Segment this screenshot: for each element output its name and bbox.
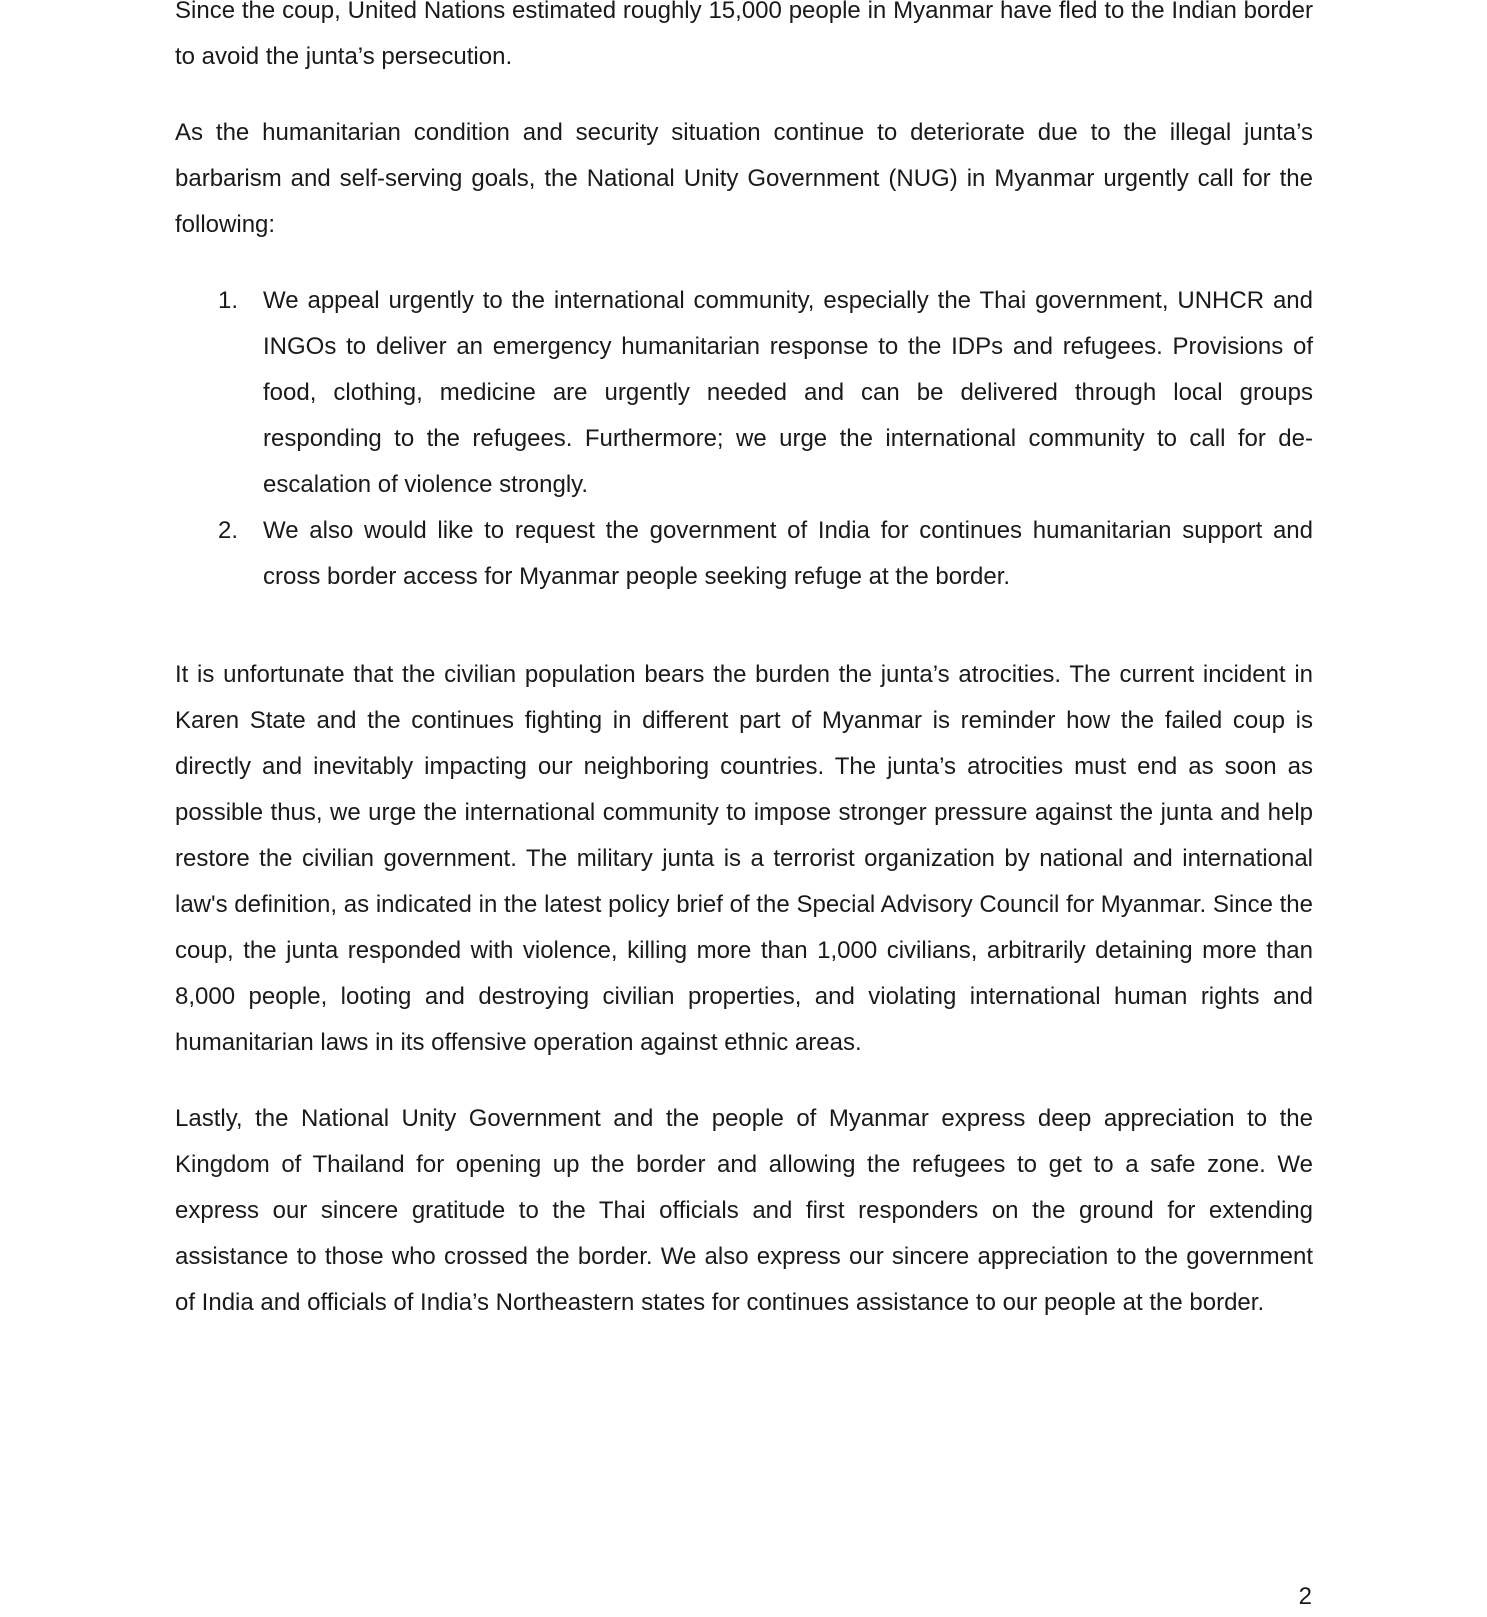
list-item-number: 1. xyxy=(218,287,239,314)
paragraph-appreciation: Lastly, the National Unity Government and the people of Myanmar express deep appreciation to the Kingdom of Thailand for opening up the border and allowing the refugees to get to a safe zone. We express our sincere gratitude to the Thai officials and first responders on the ground for extending assistance to those who crossed the border. We also express our sincere appreciation to the government of India and officials of India’s Northeastern states for continues assistance to our people at the border. xyxy=(175,1105,1313,1316)
list-item-number: 2. xyxy=(218,517,239,544)
list-item-text: We appeal urgently to the international community, especially the Thai government, UNHCR and INGOs to deliver an emergency humanitarian response to the IDPs and refugees. Provisions of food, clothing, medicine are urgently needed and can be delivered through local groups responding to the refugees. Furthermore; we urge the international community to call for de-escalation of violence strongly. xyxy=(263,287,1313,498)
appeal-list xyxy=(175,278,1313,600)
document-body xyxy=(175,0,1313,1326)
list-item xyxy=(175,508,1313,600)
paragraph-refugees-india: Since the coup, United Nations estimated roughly 15,000 people in Myanmar have fled to the Indian border to avoid the junta’s persecution. xyxy=(175,0,1313,70)
list-item-text: We also would like to request the government of India for continues humanitarian support and cross border access for Myanmar people seeking refuge at the border. xyxy=(263,517,1313,590)
paragraph-nug-call: As the humanitarian condition and security situation continue to deteriorate due to the illegal junta’s barbarism and self-serving goals, the National Unity Government (NUG) in Myanmar urgently call for the following: xyxy=(175,119,1313,238)
paragraph-junta-atrocities: It is unfortunate that the civilian population bears the burden the junta’s atrocities. The current incident in Karen State and the continues fighting in different part of Myanmar is reminder how the failed coup is directly and inevitably impacting our neighboring countries. The junta’s atrocities must end as soon as possible thus, we urge the international community to impose stronger pressure against the junta and help restore the civilian government. The military junta is a terrorist organization by national and international law's definition, as indicated in the latest policy brief of the Special Advisory Council for Myanmar. Since the coup, the junta responded with violence, killing more than 1,000 civilians, arbitrarily detaining more than 8,000 people, looting and destroying civilian properties, and violating international human rights and humanitarian laws in its offensive operation against ethnic areas. xyxy=(175,661,1313,1056)
list-item xyxy=(175,278,1313,508)
page-number: 2 xyxy=(1298,1583,1312,1610)
